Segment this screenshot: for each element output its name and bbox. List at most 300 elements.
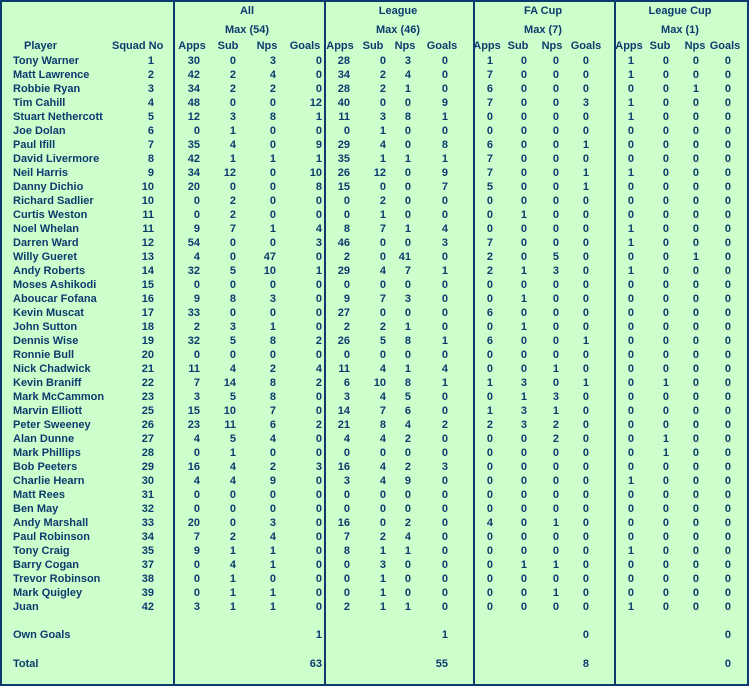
stat-cell: 4 [379, 461, 386, 473]
stat-cell: 4 [229, 139, 236, 151]
player-name: Mark Quigley [13, 587, 83, 599]
stat-cell: 0 [229, 55, 236, 67]
stat-cell: 28 [337, 55, 350, 67]
squad-number: 21 [141, 363, 154, 375]
stat-cell: 0 [724, 335, 731, 347]
stat-cell: 8 [269, 335, 276, 347]
stat-cell: 0 [269, 503, 276, 515]
stat-cell: 0 [379, 237, 386, 249]
stat-cell: 34 [187, 167, 200, 179]
stat-cell: 0 [379, 517, 386, 529]
stat-cell: 27 [337, 307, 350, 319]
stat-cell: 0 [724, 405, 731, 417]
stat-cell: 0 [662, 419, 669, 431]
stat-cell: 0 [724, 503, 731, 515]
group-header: All [239, 5, 255, 17]
stat-cell: 0 [441, 321, 448, 333]
stat-cell: 0 [582, 573, 589, 585]
stat-cell: 0 [724, 587, 731, 599]
stat-cell: 0 [582, 349, 589, 361]
stat-cell: 0 [724, 251, 731, 263]
stat-cell: 0 [724, 125, 731, 137]
stat-cell: 0 [193, 279, 200, 291]
stat-cell: 0 [520, 139, 527, 151]
stat-cell: 0 [662, 307, 669, 319]
stat-cell: 0 [552, 195, 559, 207]
player-name: David Livermore [13, 153, 100, 165]
stat-cell: 0 [486, 601, 493, 613]
squad-number: 27 [141, 433, 154, 445]
stat-cell: 10 [309, 167, 322, 179]
stat-cell: 0 [520, 335, 527, 347]
stat-cell: 0 [662, 489, 669, 501]
stat-cell: 29 [337, 139, 350, 151]
own-goals-label: Own Goals [13, 629, 71, 641]
stat-cell: 0 [724, 265, 731, 277]
stat-cell: 0 [552, 293, 559, 305]
stat-cell: 0 [441, 279, 448, 291]
stat-cell: 1 [229, 153, 236, 165]
player-name: Matt Lawrence [13, 69, 90, 81]
stat-cell: 0 [692, 531, 699, 543]
stat-cell: 0 [662, 587, 669, 599]
stat-cell: 1 [404, 363, 411, 375]
stat-cell: 0 [315, 251, 322, 263]
stat-cell: 0 [441, 195, 448, 207]
stat-cell: 2 [486, 265, 493, 277]
player-name: Paul Ifill [13, 139, 56, 151]
squad-number: 29 [141, 461, 154, 473]
stat-cell: 0 [582, 195, 589, 207]
stat-cell: 11 [224, 419, 236, 431]
stat-cell: 0 [627, 279, 634, 291]
stat-cell: 2 [552, 419, 559, 431]
stat-cell: 0 [692, 433, 699, 445]
stat-cell: 2 [379, 531, 386, 543]
stat-cell: 0 [520, 601, 527, 613]
stat-cell: 0 [582, 83, 589, 95]
max-header: Max (7) [524, 24, 562, 36]
stat-cell: 4 [343, 433, 350, 445]
stat-cell: 3 [315, 237, 322, 249]
stat-cell: 9 [269, 475, 276, 487]
group-header: League [378, 5, 418, 17]
stat-cell: 4 [379, 475, 386, 487]
stat-cell: 3 [193, 601, 200, 613]
stat-cell: 9 [193, 223, 200, 235]
stat-cell: 0 [627, 307, 634, 319]
stat-cell: 0 [692, 489, 699, 501]
stat-cell: 8 [379, 419, 386, 431]
player-name: Willy Gueret [13, 251, 78, 263]
stat-cell: 12 [187, 111, 200, 123]
stat-cell: 0 [520, 489, 527, 501]
stat-cell: 0 [692, 167, 699, 179]
stat-cell: 7 [486, 153, 493, 165]
stat-cell: 3 [269, 55, 276, 67]
stat-cell: 0 [582, 125, 589, 137]
stat-cell: 3 [520, 377, 527, 389]
stat-cell: 0 [404, 167, 411, 179]
stat-cell: 1 [315, 265, 322, 277]
stat-cell: 4 [379, 265, 386, 277]
stat-cell: 0 [662, 475, 669, 487]
stat-cell: 0 [552, 181, 559, 193]
stat-cell: 0 [315, 545, 322, 557]
stat-cell: 32 [187, 335, 200, 347]
group-header: FA Cup [523, 5, 563, 17]
stat-cell: 1 [315, 153, 322, 165]
stat-cell: 0 [520, 307, 527, 319]
stat-cell: 0 [229, 489, 236, 501]
stat-cell: 0 [343, 209, 350, 221]
stat-cell: 1 [269, 587, 276, 599]
stat-cell: 0 [627, 405, 634, 417]
stat-cell: 0 [269, 195, 276, 207]
stat-cell: 0 [627, 195, 634, 207]
stat-cell: 0 [315, 587, 322, 599]
own-goals-value: 0 [724, 629, 731, 641]
stat-cell: 1 [552, 517, 559, 529]
stat-cell: 0 [441, 601, 448, 613]
stat-cell: 0 [315, 321, 322, 333]
stat-cell: 0 [692, 503, 699, 515]
stat-cell: 14 [337, 405, 350, 417]
stat-cell: 8 [315, 181, 322, 193]
own-goals-value: 1 [441, 629, 448, 641]
stat-cell: 0 [404, 503, 411, 515]
player-name: Moses Ashikodi [13, 279, 97, 291]
stat-cell: 0 [343, 125, 350, 137]
stat-cell: 0 [662, 573, 669, 585]
stat-cell: 0 [486, 125, 493, 137]
player-name: Aboucar Fofana [13, 293, 97, 305]
player-name: Ronnie Bull [13, 349, 75, 361]
stat-cell: 42 [187, 69, 200, 81]
stat-cell: 0 [662, 139, 669, 151]
stat-cell: 0 [520, 69, 527, 81]
stat-cell: 1 [627, 55, 634, 67]
stat-cell: 3 [343, 391, 350, 403]
stat-cell: 3 [552, 265, 559, 277]
stat-cell: 0 [724, 55, 731, 67]
stat-cell: 1 [441, 265, 448, 277]
column-divider [614, 2, 616, 684]
stat-cell: 29 [337, 265, 350, 277]
own-goals-value: 0 [582, 629, 589, 641]
stat-cell: 8 [343, 223, 350, 235]
stat-cell: 0 [724, 419, 731, 431]
stat-cell: 0 [315, 83, 322, 95]
stat-cell: 1 [404, 601, 411, 613]
player-name: Stuart Nethercott [13, 111, 103, 123]
stat-cell: 0 [315, 489, 322, 501]
stat-cell: 1 [269, 545, 276, 557]
stat-cell: 0 [404, 447, 411, 459]
stat-cell: 15 [337, 181, 350, 193]
stat-cell: 0 [627, 573, 634, 585]
stat-cell: 1 [627, 111, 634, 123]
stat-cell: 0 [269, 167, 276, 179]
stat-cell: 2 [379, 83, 386, 95]
stat-cell: 9 [343, 293, 350, 305]
stat-cell: 0 [520, 167, 527, 179]
player-name: Mark McCammon [13, 391, 105, 403]
stat-cell: 0 [724, 223, 731, 235]
stat-cell: 0 [662, 391, 669, 403]
stat-cell: 1 [520, 209, 527, 221]
column-header-nps: Nps [541, 40, 563, 52]
stat-cell: 0 [486, 503, 493, 515]
stat-cell: 0 [552, 503, 559, 515]
stat-cell: 48 [187, 97, 200, 109]
stat-cell: 0 [552, 279, 559, 291]
squad-number: 3 [147, 83, 154, 95]
stat-cell: 0 [486, 363, 493, 375]
stat-cell: 6 [269, 419, 276, 431]
stat-cell: 0 [269, 97, 276, 109]
stat-cell: 0 [692, 139, 699, 151]
squad-number: 31 [141, 489, 154, 501]
player-name: Tony Warner [13, 55, 80, 67]
stat-cell: 3 [582, 97, 589, 109]
stat-cell: 0 [627, 517, 634, 529]
stat-cell: 0 [724, 601, 731, 613]
stat-cell: 4 [441, 363, 448, 375]
column-header-goals: Goals [289, 40, 321, 52]
stat-cell: 7 [486, 69, 493, 81]
stat-cell: 0 [582, 363, 589, 375]
stat-cell: 0 [692, 237, 699, 249]
stat-cell: 0 [404, 559, 411, 571]
stat-cell: 2 [404, 517, 411, 529]
squad-number: 17 [141, 307, 154, 319]
stat-cell: 0 [520, 503, 527, 515]
stat-cell: 1 [552, 559, 559, 571]
stat-cell: 0 [552, 377, 559, 389]
stat-cell: 0 [582, 559, 589, 571]
player-name: Ben May [13, 503, 59, 515]
stat-cell: 0 [692, 111, 699, 123]
stat-cell: 0 [724, 559, 731, 571]
total-value: 63 [309, 658, 322, 670]
stat-cell: 0 [193, 209, 200, 221]
stat-cell: 0 [692, 69, 699, 81]
stat-cell: 0 [486, 209, 493, 221]
stat-cell: 0 [229, 349, 236, 361]
stat-cell: 0 [315, 307, 322, 319]
column-header-goals: Goals [426, 40, 458, 52]
stat-cell: 7 [379, 405, 386, 417]
stat-cell: 0 [692, 349, 699, 361]
stat-cell: 8 [404, 377, 411, 389]
stat-cell: 2 [343, 251, 350, 263]
stat-cell: 1 [520, 559, 527, 571]
stat-cell: 0 [520, 587, 527, 599]
stat-cell: 8 [269, 111, 276, 123]
stat-cell: 14 [223, 377, 236, 389]
stat-cell: 0 [269, 209, 276, 221]
stat-cell: 0 [724, 489, 731, 501]
stat-cell: 0 [582, 265, 589, 277]
stat-cell: 16 [337, 517, 350, 529]
stat-cell: 0 [662, 69, 669, 81]
stat-cell: 0 [486, 111, 493, 123]
stat-cell: 0 [724, 545, 731, 557]
stat-cell: 0 [343, 447, 350, 459]
stat-cell: 0 [343, 503, 350, 515]
stat-cell: 1 [582, 377, 589, 389]
stat-cell: 0 [404, 97, 411, 109]
stat-cell: 0 [441, 251, 448, 263]
stat-cell: 0 [229, 181, 236, 193]
stats-table [2, 2, 747, 684]
stat-cell: 6 [486, 335, 493, 347]
squad-number: 34 [141, 531, 154, 543]
stat-cell: 0 [692, 461, 699, 473]
stat-cell: 1 [404, 153, 411, 165]
stat-cell: 1 [404, 545, 411, 557]
stat-cell: 0 [404, 489, 411, 501]
stat-cell: 1 [662, 377, 669, 389]
stat-cell: 9 [441, 167, 448, 179]
squad-number: 6 [147, 125, 154, 137]
stat-cell: 0 [315, 391, 322, 403]
stat-cell: 0 [404, 209, 411, 221]
stat-cell: 0 [315, 573, 322, 585]
stat-cell: 0 [315, 293, 322, 305]
stat-cell: 0 [379, 489, 386, 501]
stat-cell: 3 [520, 405, 527, 417]
stat-cell: 0 [692, 279, 699, 291]
stat-cell: 0 [520, 125, 527, 137]
squad-number: 19 [141, 335, 154, 347]
stat-cell: 1 [486, 405, 493, 417]
stat-cell: 3 [193, 391, 200, 403]
stat-cell: 0 [441, 587, 448, 599]
player-name: Mark Phillips [13, 447, 81, 459]
stat-cell: 0 [229, 517, 236, 529]
stat-cell: 0 [662, 83, 669, 95]
stat-cell: 0 [486, 321, 493, 333]
stat-cell: 1 [379, 545, 386, 557]
stat-cell: 0 [441, 447, 448, 459]
stat-cell: 0 [229, 279, 236, 291]
player-name: Tim Cahill [13, 97, 66, 109]
stat-cell: 35 [187, 139, 200, 151]
stat-cell: 1 [582, 167, 589, 179]
stat-cell: 0 [692, 559, 699, 571]
column-header-sub: Sub [362, 40, 384, 52]
stat-cell: 0 [552, 349, 559, 361]
stat-cell: 9 [193, 293, 200, 305]
stat-cell: 5 [404, 391, 411, 403]
stat-cell: 0 [627, 321, 634, 333]
squad-number: 1 [147, 55, 154, 67]
stat-cell: 0 [692, 293, 699, 305]
stat-cell: 2 [486, 251, 493, 263]
stat-cell: 0 [724, 433, 731, 445]
stat-cell: 0 [662, 167, 669, 179]
stat-cell: 34 [337, 69, 350, 81]
stat-cell: 0 [520, 475, 527, 487]
total-value: 8 [582, 658, 589, 670]
stat-cell: 0 [552, 167, 559, 179]
stat-cell: 0 [692, 601, 699, 613]
stat-cell: 1 [379, 153, 386, 165]
stat-cell: 0 [582, 405, 589, 417]
stat-cell: 0 [582, 279, 589, 291]
stat-cell: 0 [343, 587, 350, 599]
stat-cell: 0 [724, 209, 731, 221]
stat-cell: 0 [627, 293, 634, 305]
stat-cell: 8 [404, 335, 411, 347]
stat-cell: 26 [337, 167, 350, 179]
stat-cell: 3 [379, 559, 386, 571]
stat-cell: 0 [627, 335, 634, 347]
stat-cell: 4 [441, 223, 448, 235]
stat-cell: 2 [379, 321, 386, 333]
stat-cell: 9 [441, 97, 448, 109]
stat-cell: 1 [627, 545, 634, 557]
stat-cell: 7 [441, 181, 448, 193]
stat-cell: 2 [315, 335, 322, 347]
player-name: Marvin Elliott [13, 405, 83, 417]
stat-cell: 0 [582, 601, 589, 613]
stat-cell: 21 [337, 419, 350, 431]
stat-cell: 7 [486, 97, 493, 109]
total-label: Total [13, 658, 39, 670]
player-name: Peter Sweeney [13, 419, 91, 431]
stat-cell: 0 [269, 573, 276, 585]
squad-number: 42 [141, 601, 154, 613]
stat-cell: 0 [627, 83, 634, 95]
stat-cell: 1 [229, 545, 236, 557]
player-name: Charlie Hearn [13, 475, 85, 487]
stat-cell: 0 [404, 587, 411, 599]
stat-cell: 0 [627, 531, 634, 543]
squad-number: 5 [147, 111, 154, 123]
player-name: Trevor Robinson [13, 573, 101, 585]
stat-cell: 0 [441, 433, 448, 445]
stat-cell: 1 [269, 601, 276, 613]
column-header-apps: Apps [326, 40, 354, 52]
stat-cell: 3 [229, 321, 236, 333]
column-header-goals: Goals [709, 40, 741, 52]
stat-cell: 0 [552, 321, 559, 333]
stat-cell: 0 [269, 447, 276, 459]
stat-cell: 0 [662, 601, 669, 613]
stat-cell: 2 [229, 531, 236, 543]
stat-cell: 0 [486, 349, 493, 361]
stat-cell: 2 [343, 321, 350, 333]
stat-cell: 0 [627, 503, 634, 515]
stat-cell: 20 [187, 181, 200, 193]
stat-cell: 3 [441, 237, 448, 249]
stat-cell: 1 [379, 209, 386, 221]
stat-cell: 2 [404, 433, 411, 445]
squad-number: 20 [141, 349, 154, 361]
stat-cell: 0 [552, 545, 559, 557]
stat-cell: 0 [404, 279, 411, 291]
stat-cell: 0 [315, 601, 322, 613]
stat-cell: 10 [263, 265, 276, 277]
stat-cell: 7 [193, 377, 200, 389]
column-header-sub: Sub [507, 40, 529, 52]
stat-cell: 0 [692, 335, 699, 347]
stat-cell: 1 [404, 223, 411, 235]
stat-cell: 0 [724, 377, 731, 389]
